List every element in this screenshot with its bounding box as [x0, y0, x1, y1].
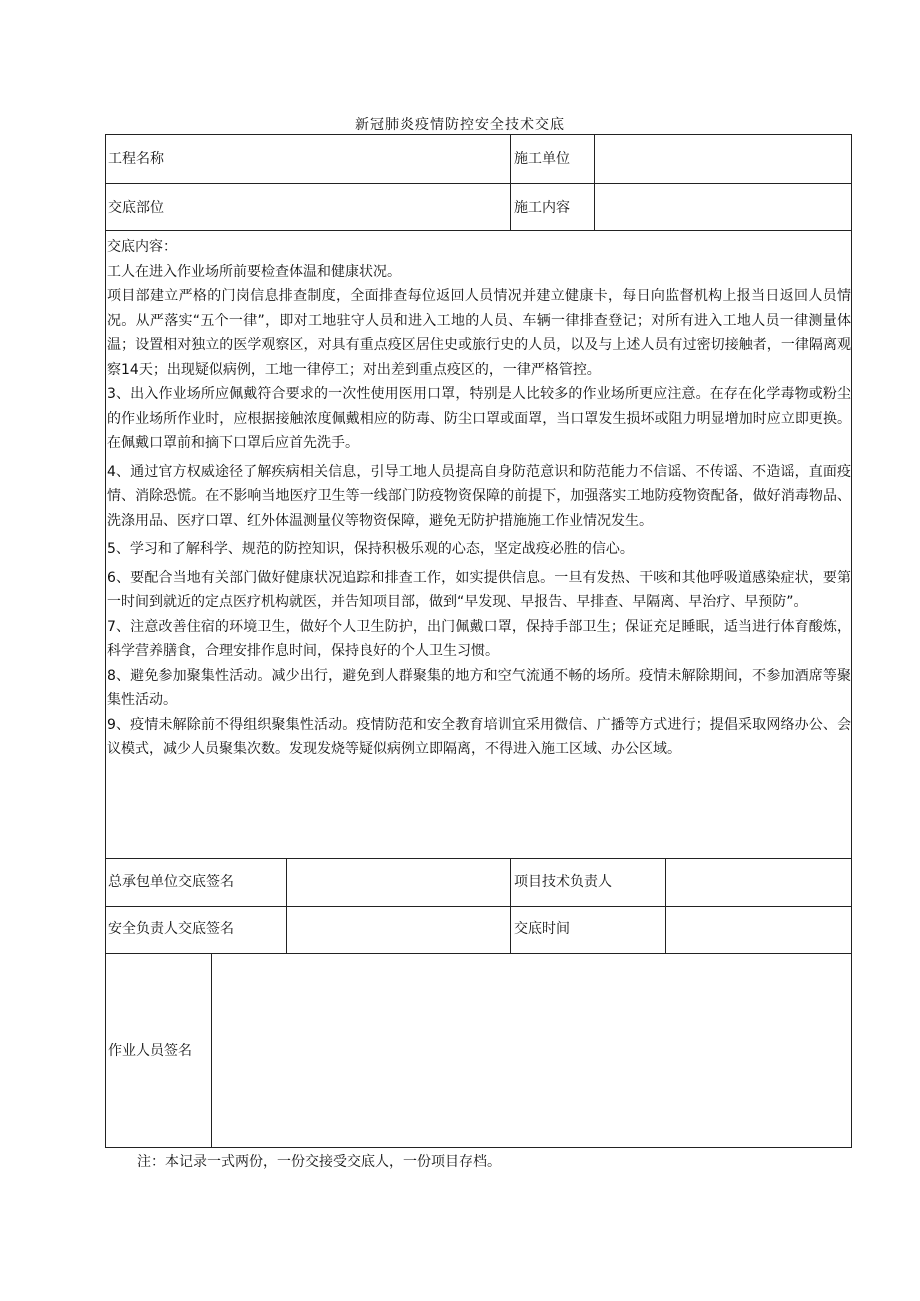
- signature-col-divider-2: [510, 858, 511, 954]
- disclosure-location-field[interactable]: [200, 188, 500, 226]
- technical-lead-label: 项目技术负责人: [514, 874, 612, 890]
- header-col-divider-1: [510, 134, 511, 231]
- content-heading: 交底内容：: [107, 239, 177, 255]
- construction-unit-field[interactable]: [600, 140, 845, 178]
- disclosure-content: [107, 235, 851, 762]
- disclosure-time-label: 交底时间: [514, 921, 570, 937]
- construction-content-field[interactable]: [600, 188, 845, 226]
- signature-col-divider-3: [665, 858, 666, 954]
- header-row-divider: [105, 183, 852, 184]
- header-col-divider-2: [594, 134, 595, 231]
- content-paragraph-7: 7、注意改善住宿的环境卫生，做好个人卫生防护，出门佩戴口罩，保持手部卫生；保证充足睡眠，适当进行体育酸炼，科学营养膳食，合理安排作息时间，保持良好的个人卫生习惯。: [107, 618, 851, 659]
- workers-signature-label: 作业人员签名: [108, 1043, 192, 1059]
- content-paragraph-1: 工人在进入作业场所前要检查体温和健康状况。: [107, 263, 401, 280]
- technical-lead-field[interactable]: [671, 863, 846, 901]
- contractor-signature-field[interactable]: [292, 863, 504, 901]
- disclosure-time-field[interactable]: [671, 911, 846, 949]
- document-title: 新冠肺炎疫情防控安全技术交底: [355, 117, 565, 133]
- workers-signature-field[interactable]: [218, 960, 846, 1142]
- signature-row-divider: [105, 906, 852, 907]
- safety-officer-signature-label: 安全负责人交底签名: [108, 921, 234, 937]
- content-paragraph-3: 3、出入作业场所应佩戴符合要求的一次性使用医用口罩，特别是人比较多的作业场所更应注意。在存在化学毒物或粉尘的作业场所作业时，应根据接触浓度佩戴相应的防毒、防尘口罩或面罩，当口罩发生损坏或阻力明显增加时应立即更换。在佩戴口罩前和摘下口罩后应首先洗手。: [107, 386, 851, 451]
- content-paragraph-9: 9、疫情未解除前不得组织聚集性活动。疫情防范和安全教育培训宜采用微信、广播等方式进行；提倡采取网络办公、会议模式，减少人员聚集次数。发现发烧等疑似病例立即隔离，不得进入施工区域、办公区域。: [107, 716, 851, 757]
- signature-col-divider-1: [286, 858, 287, 954]
- workers-col-divider: [211, 953, 212, 1148]
- footnote: 注：本记录一式两份，一份交接受交底人，一份项目存档。: [137, 1154, 501, 1170]
- construction-unit-label: 施工单位: [514, 151, 570, 167]
- content-paragraph-5: 5、学习和了解科学、规范的防控知识，保持积极乐观的心态，坚定战疫必胜的信心。: [107, 541, 634, 557]
- project-name-field[interactable]: [200, 140, 500, 178]
- contractor-signature-label: 总承包单位交底签名: [108, 874, 234, 890]
- content-paragraph-2: 项目部建立严格的门岗信息排查制度，全面排查每位返回人员情况并建立健康卡，每日向监督机构上报当日返回人员情况。从严落实“五个一律”，即对工地驻守人员和进入工地的人员、车辆一律排查登记；对所有进入工地人员一律测量体温；设置相对独立的医学观察区，对具有重点疫区居住史或旅行史的人员，以及与上述人员有过密切接触者，一律隔离观察14天；出现疑似病例，工地一律停工；对出差到重点疫区的，一律严格管控。: [107, 288, 851, 378]
- disclosure-location-label: 交底部位: [108, 200, 164, 216]
- content-paragraph-8: 8、避免参加聚集性活动。减少出行，避免到人群聚集的地方和空气流通不畅的场所。疫情未解除期间，不参加酒席等聚集性活动。: [107, 667, 851, 708]
- construction-content-label: 施工内容: [514, 200, 570, 216]
- safety-officer-signature-field[interactable]: [292, 911, 504, 949]
- project-name-label: 工程名称: [108, 151, 164, 167]
- content-paragraph-4: 4、通过官方权威途径了解疾病相关信息，引导工地人员提高自身防范意识和防范能力不信谣、不传谣、不造谣，直面疫情、消除恐慌。在不影响当地医疗卫生等一线部门防疫物资保障的前提下，加强落实工地防疫物资配备，做好消毒物品、洗涤用品、医疗口罩、红外体温测量仪等物资保障，避免无防护措施施工作业情况发生。: [107, 463, 851, 529]
- content-paragraph-6: 6、要配合当地有关部门做好健康状况追踪和排查工作，如实提供信息。一旦有发热、干咳和其他呼吸道感染症状，要第一时间到就近的定点医疗机构就医，并告知项目部，做到“早发现、早报告、早排查、早隔离、早治疗、早预防”。: [107, 569, 851, 610]
